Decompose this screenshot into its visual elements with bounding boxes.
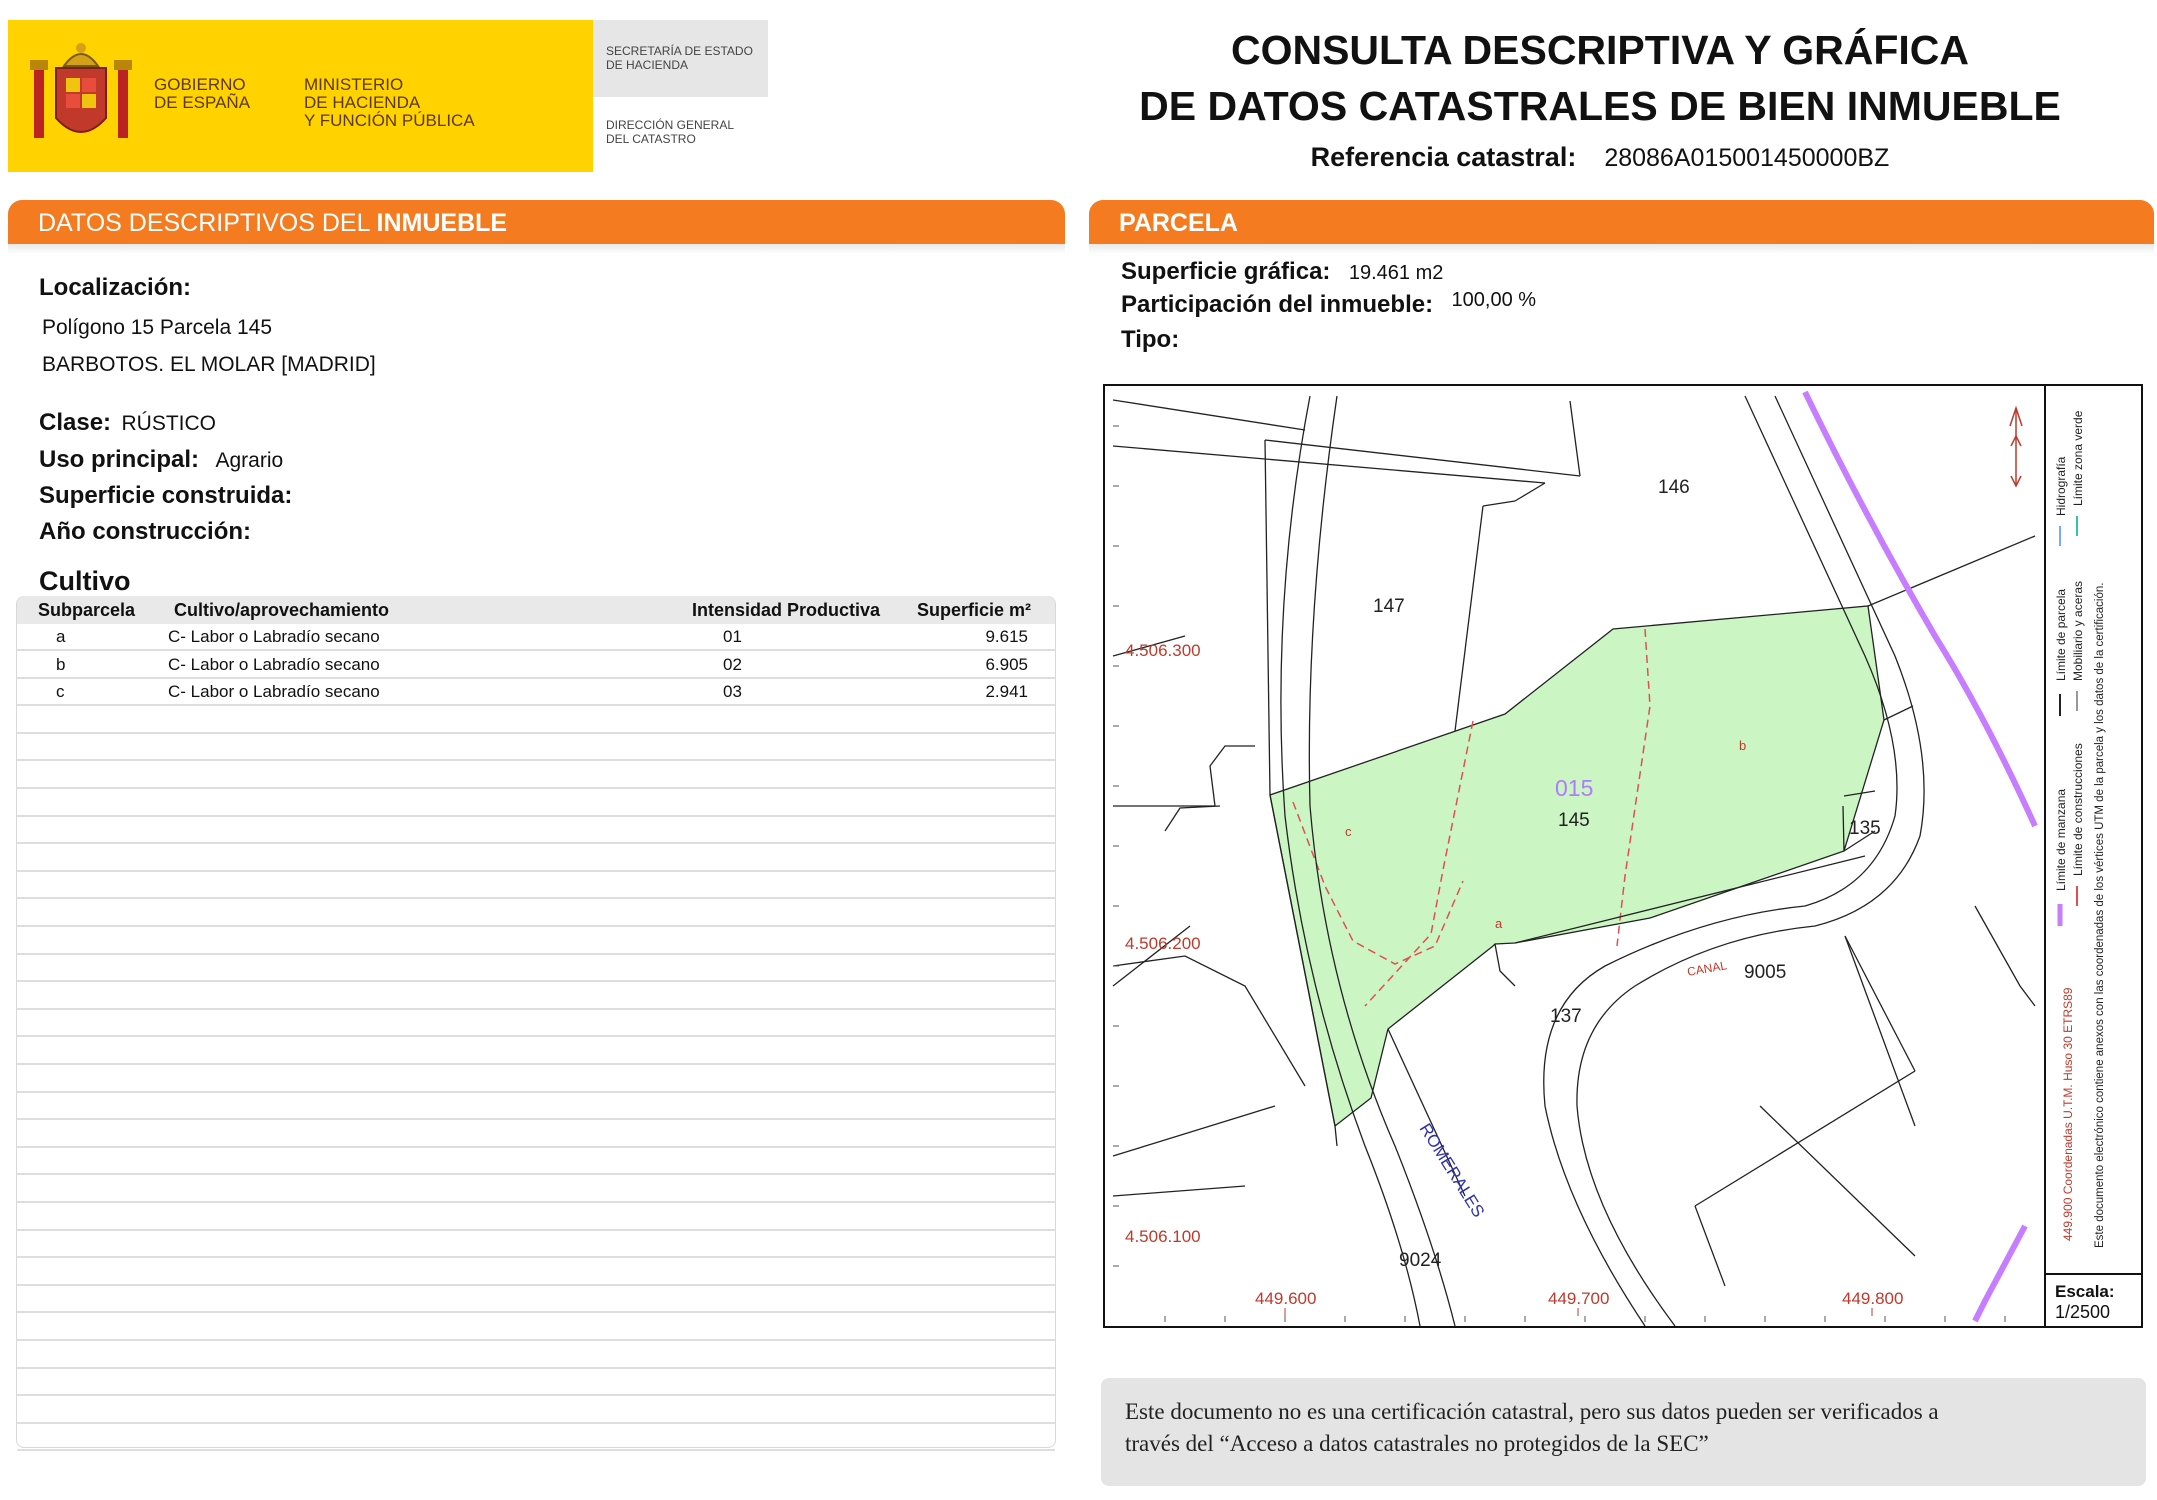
ministry-line-3: Y FUNCIÓN PÚBLICA xyxy=(304,111,475,130)
direccion-line-2: DEL CATASTRO xyxy=(606,132,696,146)
label-137: 137 xyxy=(1550,1006,1582,1027)
header-cultivo: Cultivo/aprovechamiento xyxy=(174,600,390,620)
table-row xyxy=(17,872,1055,899)
gov-line-2: DE ESPAÑA xyxy=(154,93,251,112)
coord-x-3: 449.800 xyxy=(1842,1289,1904,1308)
label-9024: 9024 xyxy=(1399,1250,1442,1271)
ministry-line-2: DE HACIENDA xyxy=(304,93,421,112)
escala-value: 1/2500 xyxy=(2055,1302,2111,1322)
superficie-construida-label: Superficie construida: xyxy=(39,482,293,509)
cell-cultivo: C- Labor o Labradío secano xyxy=(168,627,380,646)
coord-x-1: 449.600 xyxy=(1255,1289,1317,1308)
legend-manzana: Límite de manzana xyxy=(2054,788,2068,891)
table-row xyxy=(17,928,1055,955)
escala-label: Escala: xyxy=(2055,1282,2115,1301)
clase-value: RÚSTICO xyxy=(121,412,216,435)
ref-label: Referencia catastral: xyxy=(1310,142,1577,172)
legend-coords: 449.900 Coordenadas U.T.M. Huso 30 ETRS89 xyxy=(2061,987,2075,1241)
label-canal: CANAL xyxy=(1686,958,1728,979)
secretaria-line-2: DE HACIENDA xyxy=(606,58,689,72)
superficie-grafica-label: Superficie gráfica: xyxy=(1121,258,1331,285)
map-svg xyxy=(1105,386,2141,1326)
coat-of-arms-icon xyxy=(26,38,136,150)
cell-intensidad: 02 xyxy=(723,654,742,674)
parcela-bar xyxy=(1089,200,2154,244)
cell-superficie: 2.941 xyxy=(985,682,1028,702)
cadastral-map xyxy=(1103,384,2143,1328)
label-9005: 9005 xyxy=(1744,962,1787,983)
label-135: 135 xyxy=(1849,818,1881,839)
cell-cultivo: C- Labor o Labradío secano xyxy=(168,682,380,702)
secretaria-text xyxy=(606,44,753,72)
legend xyxy=(2054,410,2106,1248)
table-row xyxy=(17,1148,1055,1175)
table-row xyxy=(17,734,1055,761)
parcel-145-area xyxy=(1270,606,1884,1126)
direccion-text xyxy=(606,118,734,146)
localizacion-line-1: Polígono 15 Parcela 145 xyxy=(42,316,273,339)
label-romerales: ROMERALES xyxy=(1415,1120,1489,1221)
anio-construccion-label: Año construcción: xyxy=(39,518,252,545)
uso-label: Uso principal: xyxy=(39,446,200,473)
table-row xyxy=(17,1176,1055,1203)
uso-row xyxy=(39,446,283,474)
table-row xyxy=(17,955,1055,982)
legend-hidro: Hidrografía xyxy=(2054,456,2068,516)
north-arrow-icon xyxy=(2010,408,2022,486)
label-subparcel-c: c xyxy=(1345,824,1352,839)
bar-label-bold: INMUEBLE xyxy=(376,209,508,237)
label-146: 146 xyxy=(1658,477,1690,498)
tipo-label: Tipo: xyxy=(1121,326,1180,353)
cell-intensidad: 03 xyxy=(723,682,742,702)
hydrography-line xyxy=(1975,1226,2025,1321)
participacion-row xyxy=(1121,291,1536,319)
header-subparcela: Subparcela xyxy=(38,600,136,620)
table-row xyxy=(17,1397,1055,1424)
table-row xyxy=(17,1066,1055,1093)
label-147: 147 xyxy=(1373,596,1405,617)
cell-cultivo: C- Labor o Labradío secano xyxy=(168,654,380,674)
localizacion-label: Localización: xyxy=(39,274,192,301)
cell-superficie: 9.615 xyxy=(985,627,1028,646)
secretaria-line-1: SECRETARÍA DE ESTADO xyxy=(606,44,753,58)
table-row xyxy=(17,1093,1055,1120)
table-row xyxy=(17,1121,1055,1148)
table-row xyxy=(17,1424,1055,1451)
cell-subparcela: a xyxy=(56,627,66,646)
table-row xyxy=(17,900,1055,927)
uso-value: Agrario xyxy=(215,449,284,472)
table-row xyxy=(17,1314,1055,1341)
table-row xyxy=(17,1342,1055,1369)
table-row xyxy=(17,983,1055,1010)
label-subparcel-a: a xyxy=(1495,916,1503,931)
notice-line-2: través del “Acceso a datos catastrales no protegidos de la SEC” xyxy=(1125,1431,1709,1456)
label-subparcel-b: b xyxy=(1739,738,1747,753)
table-row xyxy=(17,1204,1055,1231)
table-row xyxy=(17,790,1055,817)
table-row xyxy=(17,762,1055,789)
clase-label: Clase: xyxy=(39,409,112,436)
legend-zona-verde: Límite zona verde xyxy=(2071,410,2085,506)
table-row xyxy=(17,1038,1055,1065)
participacion-label: Participación del inmueble: xyxy=(1121,291,1434,318)
ref-value: 28086A015001450000BZ xyxy=(1604,144,1890,172)
coord-y-1: 4.506.300 xyxy=(1125,641,1201,660)
direccion-line-1: DIRECCIÓN GENERAL xyxy=(606,118,735,132)
table-row xyxy=(17,1231,1055,1258)
ministry-name xyxy=(304,76,475,130)
table-row xyxy=(17,845,1055,872)
table-row xyxy=(17,1286,1055,1313)
coord-y-2: 4.506.200 xyxy=(1125,934,1201,953)
table-row xyxy=(17,707,1055,734)
cell-intensidad: 01 xyxy=(723,627,742,646)
table-row xyxy=(17,1010,1055,1037)
referencia-catastral xyxy=(1100,142,2100,173)
participacion-value: 100,00 % xyxy=(1451,289,1537,311)
table-row xyxy=(17,1369,1055,1396)
bar-shadow-right xyxy=(1089,244,2154,254)
bar-label: DATOS DESCRIPTIVOS DEL xyxy=(38,209,377,237)
legend-note: Este documento electrónico contiene anexos con las coordenadas de los vértices UTM de la parcela y los datos de la certificación. xyxy=(2094,582,2106,1248)
bar-shadow xyxy=(8,244,1065,254)
table-header xyxy=(17,596,1055,624)
notice-text xyxy=(1125,1396,2125,1460)
table-row xyxy=(17,1259,1055,1286)
government-name xyxy=(154,76,250,112)
label-145: 145 xyxy=(1558,810,1590,831)
gov-line-1: GOBIERNO xyxy=(154,75,246,94)
legend-parcela: Límite de parcela xyxy=(2054,588,2068,681)
localizacion-line-2: BARBOTOS. EL MOLAR [MADRID] xyxy=(42,353,376,376)
coord-x-2: 449.700 xyxy=(1548,1289,1610,1308)
header-superficie: Superficie m² xyxy=(917,600,1032,620)
document-title xyxy=(1100,22,2100,134)
header-intensidad: Intensidad Productiva xyxy=(692,600,881,620)
legend-construcciones: Límite de construcciones xyxy=(2071,743,2085,876)
superficie-grafica-row xyxy=(1121,258,1443,286)
table-row xyxy=(17,817,1055,844)
label-015: 015 xyxy=(1555,775,1594,801)
cell-superficie: 6.905 xyxy=(985,654,1028,674)
title-line-1: CONSULTA DESCRIPTIVA Y GRÁFICA xyxy=(1230,27,1970,73)
title-line-2: DE DATOS CATASTRALES DE BIEN INMUEBLE xyxy=(1139,83,2061,129)
cultivo-heading: Cultivo xyxy=(39,566,131,596)
parcela-bar-label: PARCELA xyxy=(1119,209,1238,237)
cell-subparcela: c xyxy=(56,682,65,702)
notice-line-1: Este documento no es una certificación catastral, pero sus datos pueden ser verificados a xyxy=(1125,1399,1939,1424)
coord-y-3: 4.506.100 xyxy=(1125,1227,1201,1246)
ministry-line-1: MINISTERIO xyxy=(304,75,404,94)
cell-subparcela: b xyxy=(56,654,66,674)
superficie-grafica-value: 19.461 m2 xyxy=(1348,262,1444,284)
clase-row xyxy=(39,409,216,437)
datos-descriptivos-bar xyxy=(8,200,1065,244)
legend-mobiliario: Mobiliario y aceras xyxy=(2071,580,2085,681)
